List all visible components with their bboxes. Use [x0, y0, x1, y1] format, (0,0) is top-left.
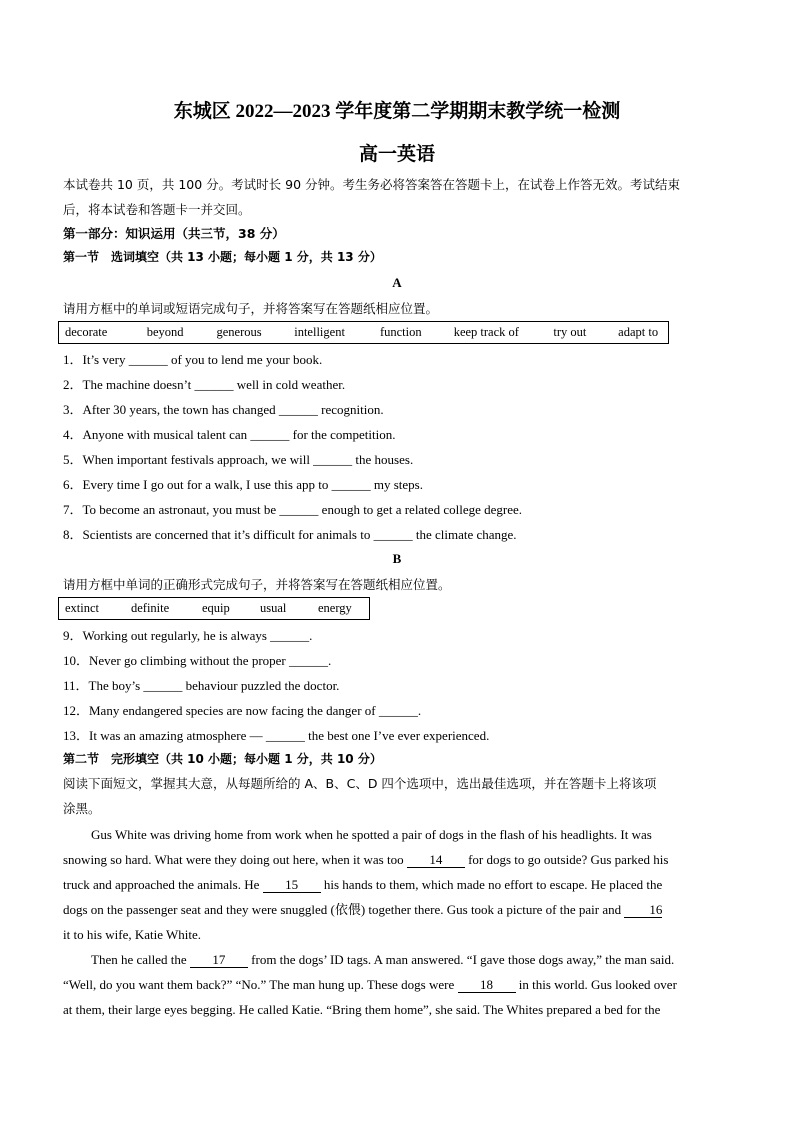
cloze-blank-18: 18 [458, 978, 516, 993]
word-box-item: generous [216, 325, 262, 339]
question-8: 8．Scientists are concerned that it’s difficult for animals to ______ the climate change. [63, 527, 517, 542]
word-box-item: energy [318, 601, 352, 615]
passage-line: it to his wife, Katie White. [63, 927, 202, 942]
passage-line [91, 947, 731, 972]
section2-instruction-line-2: 涂黑。 [63, 801, 101, 816]
word-box-item: keep track of [453, 325, 519, 339]
passage-line [63, 872, 731, 897]
passage-text: snowing so hard. What were they doing out here, when it was too [63, 852, 407, 867]
cloze-blank-17: 17 [190, 953, 248, 968]
exam-title: 东城区 2022—2023 学年度第二学期期末教学统一检测 [173, 101, 621, 122]
passage-text: from the dogs’ ID tags. A man answered. “I gave those dogs away,” the man said. [247, 952, 675, 967]
passage-line [63, 847, 731, 872]
subsection-b-letter: B [392, 551, 402, 566]
section2-heading: 第二节 完形填空（共 10 小题；每小题 1 分，共 10 分） [63, 752, 382, 766]
part1-heading: 第一部分：知识运用（共三节，38 分） [63, 226, 285, 241]
passage-line [63, 897, 731, 922]
section1-heading: 第一节 选词填空（共 13 小题；每小题 1 分，共 13 分） [63, 250, 382, 264]
passage-line: Gus White was driving home from work when he spotted a pair of dogs in the flash of his headlights. It was [91, 827, 652, 842]
subsection-b-instruction: 请用方框中单词的正确形式完成句子，并将答案写在答题纸相应位置。 [63, 577, 451, 592]
passage-text: dogs on the passenger seat and they were snuggled (依偎) together there. Gus took a picture of the pair and [63, 902, 625, 917]
question-2: 2．The machine doesn’t ______ well in cold weather. [63, 377, 346, 392]
question-12: 12．Many endangered species are now facing the danger of ______. [63, 703, 422, 718]
word-box-item: extinct [65, 601, 100, 615]
question-3: 3．After 30 years, the town has changed ______ recognition. [63, 402, 384, 417]
subsection-a-instruction: 请用方框中的单词或短语完成句子，并将答案写在答题纸相应位置。 [63, 301, 439, 316]
word-box-item: equip [202, 601, 230, 615]
subsection-a-letter: A [392, 275, 402, 290]
passage-text: for dogs to go outside? Gus parked his [464, 852, 669, 867]
cloze-blank-16: 16 [624, 903, 662, 918]
word-box-item: function [379, 325, 422, 339]
question-7: 7．To become an astronaut, you must be ______ enough to get a related college degree. [63, 502, 522, 517]
word-box-item: decorate [65, 325, 108, 339]
passage-text: his hands to them, which made no effort to escape. He placed the [320, 877, 663, 892]
question-5: 5．When important festivals approach, we will ______ the houses. [63, 452, 414, 467]
cloze-blank-15: 15 [263, 878, 321, 893]
question-9: 9．Working out regularly, he is always ______. [63, 628, 313, 643]
passage-text: truck and approached the animals. He [63, 877, 263, 892]
passage-text: Then he called the [91, 952, 190, 967]
word-box-item: usual [260, 601, 287, 615]
passage-text: in this world. Gus looked over [515, 977, 677, 992]
section2-instruction-line-1: 阅读下面短文，掌握其大意，从每题所给的 A、B、C、D 四个选项中，选出最佳选项，并在答题卡上将该项 [63, 776, 657, 791]
question-10: 10．Never go climbing without the proper ______. [63, 653, 332, 668]
word-box-a [58, 321, 669, 344]
question-6: 6．Every time I go out for a walk, I use this app to ______ my steps. [63, 477, 423, 492]
subject-title: 高一英语 [358, 144, 435, 165]
word-box-item: beyond [146, 325, 184, 339]
intro-line-2: 后，将本试卷和答题卡一并交回。 [63, 202, 251, 217]
cloze-blank-14: 14 [407, 853, 465, 868]
word-box-item: definite [131, 601, 170, 615]
word-box-item: adapt to [618, 325, 659, 339]
question-1: 1．It’s very ______ of you to lend me your book. [63, 352, 323, 367]
passage-line [63, 972, 731, 997]
question-11: 11．The boy’s ______ behaviour puzzled the doctor. [63, 678, 340, 693]
word-box-b [58, 597, 370, 620]
passage-line: at them, their large eyes begging. He called Katie. “Bring them home”, she said. The Whites prepared a bed for the [63, 1002, 661, 1017]
question-13: 13．It was an amazing atmosphere — ______ the best one I’ve ever experienced. [63, 728, 490, 743]
word-box-item: try out [553, 325, 587, 339]
intro-line-1: 本试卷共 10 页，共 100 分。考试时长 90 分钟。考生务必将答案答在答题卡上，在试卷上作答无效。考试结束 [63, 177, 681, 192]
question-4: 4．Anyone with musical talent can ______ for the competition. [63, 427, 396, 442]
passage-text: “Well, do you want them back?” “No.” The man hung up. These dogs were [63, 977, 458, 992]
word-box-item: intelligent [294, 325, 345, 339]
